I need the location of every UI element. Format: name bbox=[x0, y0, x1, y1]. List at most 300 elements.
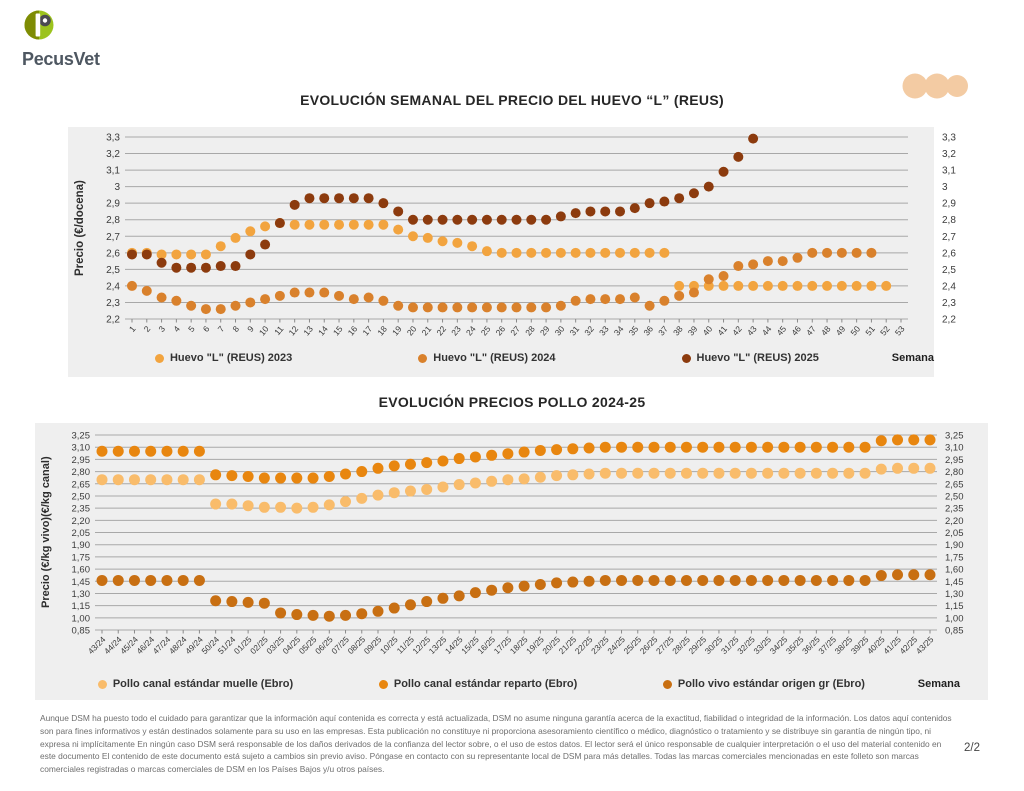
svg-text:6: 6 bbox=[200, 323, 212, 334]
svg-text:24: 24 bbox=[463, 323, 478, 338]
data-point bbox=[600, 468, 611, 479]
data-point bbox=[259, 502, 270, 513]
data-point bbox=[405, 486, 416, 497]
svg-text:3: 3 bbox=[114, 182, 120, 194]
data-point bbox=[290, 200, 300, 210]
data-point bbox=[408, 231, 418, 241]
data-point bbox=[231, 261, 241, 271]
data-point bbox=[535, 445, 546, 456]
svg-text:1,90: 1,90 bbox=[945, 540, 964, 552]
data-point bbox=[497, 248, 507, 258]
data-point bbox=[260, 221, 270, 231]
data-point bbox=[438, 236, 448, 246]
data-point bbox=[616, 468, 627, 479]
data-point bbox=[876, 435, 887, 446]
svg-text:8: 8 bbox=[230, 323, 242, 334]
data-point bbox=[349, 193, 359, 203]
data-point bbox=[632, 468, 643, 479]
svg-text:21: 21 bbox=[419, 323, 434, 338]
data-point bbox=[600, 575, 611, 586]
data-point bbox=[925, 463, 936, 474]
data-point bbox=[113, 575, 124, 586]
svg-text:37/25: 37/25 bbox=[816, 634, 839, 657]
data-point bbox=[519, 447, 530, 458]
data-point bbox=[807, 281, 817, 291]
data-point bbox=[319, 288, 329, 298]
data-point bbox=[551, 577, 562, 588]
svg-text:42: 42 bbox=[730, 323, 744, 338]
svg-text:20: 20 bbox=[404, 323, 419, 338]
data-point bbox=[556, 211, 566, 221]
data-point bbox=[161, 575, 172, 586]
legend-marker-icon bbox=[682, 354, 691, 363]
data-point bbox=[795, 442, 806, 453]
svg-text:14/25: 14/25 bbox=[442, 634, 465, 657]
data-point bbox=[486, 476, 497, 487]
svg-text:2,6: 2,6 bbox=[942, 248, 956, 260]
data-point bbox=[571, 248, 581, 258]
data-point bbox=[585, 248, 595, 258]
svg-text:44: 44 bbox=[759, 323, 774, 338]
svg-text:2,35: 2,35 bbox=[945, 503, 964, 515]
svg-text:2,5: 2,5 bbox=[942, 264, 956, 276]
svg-text:2,80: 2,80 bbox=[71, 467, 90, 479]
svg-text:52: 52 bbox=[877, 323, 892, 338]
data-point bbox=[762, 575, 773, 586]
brand-name: PecusVet bbox=[22, 49, 100, 69]
egg-chart-x-axis-label: Semana bbox=[891, 352, 934, 364]
svg-text:1,75: 1,75 bbox=[945, 552, 964, 564]
data-point bbox=[393, 206, 403, 216]
svg-text:3,25: 3,25 bbox=[71, 430, 90, 442]
data-point bbox=[157, 292, 167, 302]
legend-label: Pollo vivo estándar origen gr (Ebro) bbox=[677, 678, 865, 690]
legend-item bbox=[155, 352, 292, 364]
svg-text:2,7: 2,7 bbox=[942, 231, 956, 243]
svg-text:43/24: 43/24 bbox=[85, 634, 108, 657]
data-point bbox=[556, 248, 566, 258]
data-point bbox=[616, 575, 627, 586]
data-point bbox=[304, 193, 314, 203]
svg-text:3: 3 bbox=[156, 323, 168, 334]
legend-item bbox=[98, 678, 293, 690]
data-point bbox=[378, 296, 388, 306]
svg-text:1,90: 1,90 bbox=[71, 540, 90, 552]
svg-text:1,30: 1,30 bbox=[71, 588, 90, 600]
legend-item bbox=[663, 678, 865, 690]
svg-text:1,00: 1,00 bbox=[945, 613, 964, 625]
svg-text:40: 40 bbox=[700, 323, 715, 338]
data-point bbox=[482, 246, 492, 256]
chicken-chart-legend bbox=[55, 671, 960, 697]
svg-text:2,20: 2,20 bbox=[945, 515, 964, 527]
data-point bbox=[567, 443, 578, 454]
data-point bbox=[201, 249, 211, 259]
svg-text:3,10: 3,10 bbox=[71, 442, 90, 454]
svg-text:36/25: 36/25 bbox=[800, 634, 822, 657]
data-point bbox=[925, 434, 936, 445]
data-point bbox=[585, 294, 595, 304]
data-point bbox=[438, 302, 448, 312]
svg-text:2,35: 2,35 bbox=[71, 503, 90, 515]
svg-text:18/25: 18/25 bbox=[507, 634, 530, 657]
svg-text:10/25: 10/25 bbox=[377, 634, 400, 657]
data-point bbox=[681, 442, 692, 453]
svg-text:18: 18 bbox=[375, 323, 389, 338]
data-point bbox=[778, 575, 789, 586]
svg-text:36: 36 bbox=[641, 323, 656, 338]
data-point bbox=[364, 193, 374, 203]
data-point bbox=[260, 240, 270, 250]
data-point bbox=[423, 302, 433, 312]
data-point bbox=[423, 233, 433, 243]
svg-text:3,1: 3,1 bbox=[942, 165, 956, 177]
data-point bbox=[713, 442, 724, 453]
data-point bbox=[837, 248, 847, 258]
data-point bbox=[113, 446, 124, 457]
data-point bbox=[665, 575, 676, 586]
svg-text:2,95: 2,95 bbox=[945, 454, 964, 466]
svg-text:38: 38 bbox=[670, 323, 685, 338]
data-point bbox=[194, 575, 205, 586]
data-point bbox=[645, 301, 655, 311]
data-point bbox=[659, 248, 669, 258]
chicken-chart-x-axis-label: Semana bbox=[917, 678, 960, 690]
data-point bbox=[762, 442, 773, 453]
data-point bbox=[778, 256, 788, 266]
svg-text:35: 35 bbox=[626, 323, 641, 338]
data-point bbox=[630, 292, 640, 302]
data-point bbox=[811, 468, 822, 479]
data-point bbox=[452, 215, 462, 225]
svg-text:22: 22 bbox=[434, 323, 449, 338]
svg-text:51: 51 bbox=[863, 323, 877, 338]
svg-text:4: 4 bbox=[171, 323, 182, 334]
svg-text:11/25: 11/25 bbox=[394, 634, 416, 656]
svg-text:01/25: 01/25 bbox=[231, 634, 254, 657]
svg-text:50/24: 50/24 bbox=[199, 634, 222, 657]
svg-text:43: 43 bbox=[744, 323, 759, 338]
data-point bbox=[470, 587, 481, 598]
svg-text:50: 50 bbox=[848, 323, 863, 338]
svg-text:2,8: 2,8 bbox=[942, 215, 956, 227]
data-point bbox=[364, 292, 374, 302]
svg-text:46: 46 bbox=[789, 323, 804, 338]
data-point bbox=[584, 469, 595, 480]
data-point bbox=[290, 288, 300, 298]
data-point bbox=[393, 301, 403, 311]
data-point bbox=[762, 468, 773, 479]
data-point bbox=[645, 248, 655, 258]
data-point bbox=[356, 608, 367, 619]
data-point bbox=[157, 258, 167, 268]
svg-text:41: 41 bbox=[715, 323, 730, 338]
data-point bbox=[733, 281, 743, 291]
data-point bbox=[571, 208, 581, 218]
data-point bbox=[452, 238, 462, 248]
svg-text:37: 37 bbox=[656, 323, 670, 338]
data-point bbox=[186, 249, 196, 259]
svg-text:17/25: 17/25 bbox=[491, 634, 514, 657]
data-point bbox=[161, 474, 172, 485]
svg-text:2,4: 2,4 bbox=[942, 281, 956, 293]
data-point bbox=[97, 575, 108, 586]
svg-text:3: 3 bbox=[942, 182, 948, 194]
data-point bbox=[127, 249, 137, 259]
data-point bbox=[324, 499, 335, 510]
svg-text:33/25: 33/25 bbox=[751, 634, 774, 657]
data-point bbox=[454, 590, 465, 601]
data-point bbox=[502, 448, 513, 459]
svg-text:1,30: 1,30 bbox=[945, 588, 964, 600]
data-point bbox=[497, 302, 507, 312]
data-point bbox=[405, 599, 416, 610]
svg-text:26: 26 bbox=[493, 323, 508, 338]
data-point bbox=[437, 593, 448, 604]
data-point bbox=[178, 474, 189, 485]
data-point bbox=[97, 446, 108, 457]
data-point bbox=[334, 291, 344, 301]
svg-text:3,3: 3,3 bbox=[106, 132, 120, 144]
svg-text:08/25: 08/25 bbox=[345, 634, 368, 657]
data-point bbox=[129, 575, 140, 586]
data-point bbox=[697, 468, 708, 479]
svg-text:3,1: 3,1 bbox=[106, 165, 120, 177]
svg-text:2,2: 2,2 bbox=[106, 314, 120, 326]
svg-text:2,4: 2,4 bbox=[106, 281, 120, 293]
svg-text:2,50: 2,50 bbox=[71, 491, 90, 503]
svg-text:06/25: 06/25 bbox=[312, 634, 335, 657]
data-point bbox=[746, 442, 757, 453]
data-point bbox=[526, 302, 536, 312]
legend-item bbox=[682, 352, 819, 364]
data-point bbox=[630, 248, 640, 258]
data-point bbox=[551, 470, 562, 481]
data-point bbox=[795, 575, 806, 586]
data-point bbox=[502, 582, 513, 593]
svg-text:53: 53 bbox=[892, 323, 907, 338]
data-point bbox=[925, 569, 936, 580]
svg-text:51/24: 51/24 bbox=[215, 634, 238, 657]
svg-text:13: 13 bbox=[301, 323, 315, 338]
data-point bbox=[567, 469, 578, 480]
data-point bbox=[161, 446, 172, 457]
svg-text:2,20: 2,20 bbox=[71, 515, 90, 527]
data-point bbox=[892, 569, 903, 580]
chicken-chart-y-axis-label: Precio (€/kg vivo)(€/kg canal) bbox=[40, 456, 52, 608]
svg-text:02/25: 02/25 bbox=[248, 634, 270, 657]
egg-price-chart bbox=[68, 127, 968, 377]
data-point bbox=[822, 248, 832, 258]
data-point bbox=[526, 248, 536, 258]
data-point bbox=[486, 450, 497, 461]
data-point bbox=[226, 596, 237, 607]
data-point bbox=[719, 281, 729, 291]
svg-text:30: 30 bbox=[552, 323, 567, 338]
data-point bbox=[142, 286, 152, 296]
svg-text:2,2: 2,2 bbox=[942, 314, 956, 326]
data-point bbox=[730, 575, 741, 586]
data-point bbox=[482, 215, 492, 225]
egg-chart-legend bbox=[92, 345, 934, 371]
data-point bbox=[827, 468, 838, 479]
data-point bbox=[113, 474, 124, 485]
data-point bbox=[746, 468, 757, 479]
svg-text:1,15: 1,15 bbox=[71, 601, 90, 613]
svg-text:13/25: 13/25 bbox=[426, 634, 449, 657]
svg-text:31/25: 31/25 bbox=[718, 634, 741, 657]
data-point bbox=[334, 220, 344, 230]
data-point bbox=[497, 215, 507, 225]
svg-text:07/25: 07/25 bbox=[329, 634, 351, 657]
data-point bbox=[512, 248, 522, 258]
data-point bbox=[340, 610, 351, 621]
svg-text:39: 39 bbox=[685, 323, 700, 338]
data-point bbox=[378, 220, 388, 230]
svg-text:1,45: 1,45 bbox=[945, 576, 964, 588]
legend-label: Huevo "L" (REUS) 2023 bbox=[169, 352, 293, 364]
svg-text:2,3: 2,3 bbox=[106, 297, 120, 309]
svg-text:0,85: 0,85 bbox=[945, 625, 964, 637]
data-point bbox=[454, 453, 465, 464]
data-point bbox=[860, 442, 871, 453]
data-point bbox=[908, 463, 919, 474]
data-point bbox=[304, 220, 314, 230]
data-point bbox=[792, 281, 802, 291]
data-point bbox=[231, 233, 241, 243]
data-point bbox=[437, 456, 448, 467]
svg-text:1,75: 1,75 bbox=[71, 552, 90, 564]
svg-text:25/25: 25/25 bbox=[621, 634, 644, 657]
data-point bbox=[585, 206, 595, 216]
data-point bbox=[649, 575, 660, 586]
svg-text:12/25: 12/25 bbox=[410, 634, 433, 657]
svg-text:25: 25 bbox=[478, 323, 493, 338]
data-point bbox=[535, 472, 546, 483]
data-point bbox=[811, 442, 822, 453]
data-point bbox=[908, 569, 919, 580]
svg-text:44/24: 44/24 bbox=[101, 634, 124, 657]
data-point bbox=[659, 197, 669, 207]
data-point bbox=[216, 241, 226, 251]
data-point bbox=[340, 496, 351, 507]
svg-text:38/25: 38/25 bbox=[832, 634, 855, 657]
svg-text:05/25: 05/25 bbox=[296, 634, 319, 657]
data-point bbox=[526, 215, 536, 225]
data-point bbox=[730, 468, 741, 479]
svg-text:31: 31 bbox=[567, 323, 582, 338]
data-point bbox=[194, 474, 205, 485]
svg-text:2,65: 2,65 bbox=[71, 479, 90, 491]
data-point bbox=[519, 581, 530, 592]
svg-text:2,50: 2,50 bbox=[945, 491, 964, 503]
data-point bbox=[746, 575, 757, 586]
svg-text:49/24: 49/24 bbox=[183, 634, 205, 657]
data-point bbox=[615, 248, 625, 258]
svg-text:3,2: 3,2 bbox=[942, 149, 956, 161]
legend-marker-icon bbox=[379, 680, 388, 689]
data-point bbox=[245, 249, 255, 259]
data-point bbox=[201, 304, 211, 314]
data-point bbox=[373, 463, 384, 474]
data-point bbox=[226, 470, 237, 481]
svg-text:46/24: 46/24 bbox=[134, 634, 157, 657]
data-point bbox=[827, 575, 838, 586]
egg-chart-y-axis-label: Precio (€/docena) bbox=[74, 180, 86, 276]
svg-text:3,25: 3,25 bbox=[945, 430, 964, 442]
data-point bbox=[452, 302, 462, 312]
data-point bbox=[892, 463, 903, 474]
data-point bbox=[171, 263, 181, 273]
data-point bbox=[674, 281, 684, 291]
svg-text:03/25: 03/25 bbox=[264, 634, 287, 657]
svg-text:28/25: 28/25 bbox=[670, 634, 692, 657]
svg-text:5: 5 bbox=[185, 323, 197, 334]
data-point bbox=[697, 442, 708, 453]
svg-text:48/24: 48/24 bbox=[166, 634, 189, 657]
data-point bbox=[719, 167, 729, 177]
legend-label: Huevo "L" (REUS) 2024 bbox=[433, 352, 556, 364]
data-point bbox=[713, 468, 724, 479]
svg-text:1: 1 bbox=[126, 323, 138, 334]
svg-text:12: 12 bbox=[286, 323, 301, 338]
data-point bbox=[674, 291, 684, 301]
data-point bbox=[421, 457, 432, 468]
egg-chart-legend-items bbox=[92, 352, 882, 364]
data-point bbox=[245, 297, 255, 307]
data-point bbox=[324, 611, 335, 622]
data-point bbox=[356, 493, 367, 504]
data-point bbox=[259, 598, 270, 609]
data-point bbox=[260, 294, 270, 304]
data-point bbox=[243, 471, 254, 482]
data-point bbox=[704, 182, 714, 192]
data-point bbox=[645, 198, 655, 208]
svg-text:34/25: 34/25 bbox=[767, 634, 790, 657]
svg-text:34: 34 bbox=[611, 323, 626, 338]
data-point bbox=[860, 468, 871, 479]
data-point bbox=[876, 464, 887, 475]
data-point bbox=[349, 294, 359, 304]
data-point bbox=[319, 220, 329, 230]
data-point bbox=[467, 241, 477, 251]
data-point bbox=[231, 301, 241, 311]
data-point bbox=[210, 469, 221, 480]
data-point bbox=[378, 198, 388, 208]
data-point bbox=[827, 442, 838, 453]
data-point bbox=[290, 220, 300, 230]
data-point bbox=[795, 468, 806, 479]
data-point bbox=[393, 225, 403, 235]
data-point bbox=[408, 302, 418, 312]
data-point bbox=[778, 281, 788, 291]
data-point bbox=[171, 249, 181, 259]
data-point bbox=[632, 575, 643, 586]
data-point bbox=[201, 263, 211, 273]
data-point bbox=[600, 294, 610, 304]
data-point bbox=[308, 473, 319, 484]
data-point bbox=[129, 446, 140, 457]
svg-text:41/25: 41/25 bbox=[881, 634, 903, 657]
data-point bbox=[454, 479, 465, 490]
data-point bbox=[551, 444, 562, 455]
svg-text:2,7: 2,7 bbox=[106, 231, 120, 243]
svg-text:43/25: 43/25 bbox=[913, 634, 936, 657]
data-point bbox=[689, 188, 699, 198]
data-point bbox=[704, 274, 714, 284]
data-point bbox=[437, 482, 448, 493]
data-point bbox=[733, 152, 743, 162]
